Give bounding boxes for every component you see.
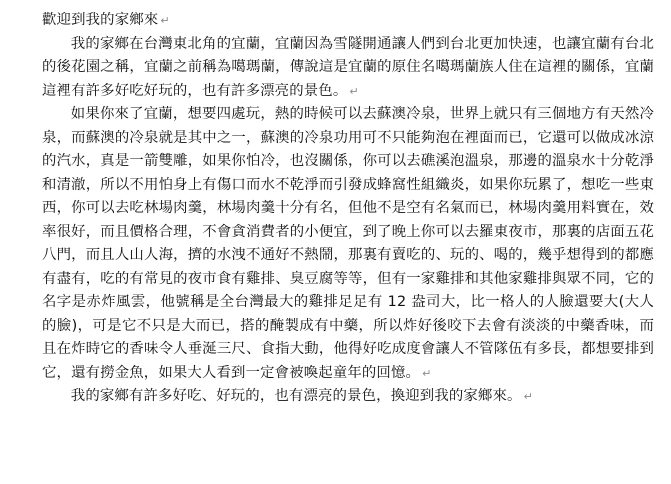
paragraph-mark-icon: ↵ <box>349 84 359 98</box>
paragraph-text: 我的家鄉在台灣東北角的宜蘭，宜蘭因為雪隧開通讓人們到台北更加快速，也讓宜蘭有台北的後花園之稱，宜蘭之前稱為噶瑪蘭，傳說這是宜蘭的原住名噶瑪蘭族人住在這裡的關係，宜蘭這裡有許多好吃好玩的，也有許多漂亮的景色。 <box>42 35 654 99</box>
paragraph-text: 我的家鄉有許多好吃、好玩的，也有漂亮的景色，換迎到我的家鄉來。 <box>70 388 522 404</box>
paragraph-mark-icon: ↵ <box>160 14 170 27</box>
paragraph-body <box>42 103 654 385</box>
paragraph-closing <box>42 385 654 409</box>
paragraph-text: 如果你來了宜蘭，想要四處玩，熱的時候可以去蘇澳冷泉，世界上就只有三個地方有天然冷泉，而蘇澳的冷泉就是其中之一，蘇澳的冷泉功用可不只能夠泡在裡面而已，它還可以做成冰涼的汽水，真是一箭雙雕，如果你怕冷，也沒關係，你可以去礁溪泡溫泉，那邊的溫泉水十分乾淨和清澈，所以不用怕身上有傷口而水不乾淨而引發成蜂窩性組織炎，如果你玩累了，想吃一些東西，你可以去吃林場肉羹，林場肉羹十分有名，但他不是空有名氣而已，林場肉羹用料實在，效率很好，而且價格合理，不會貪消費者的小便宜，到了晚上你可以去羅東夜市，那裏的店面五花八門，而且人山人海，擠的水洩不通好不熱鬧，那裏有賣吃的、玩的、喝的，幾乎想得到的都應有盡有，吃的有常見的夜市食有雞排、臭豆腐等等，但有一家雞排和其他家雞排與眾不同，它的名字是赤炸風雲，他號稱是全台灣最大的雞排足足有 12 盎司大，比一格人的人臉還要大(大人的臉)，可是它不只是大而已，搭的醃製成有中藥，所以炸好後咬下去會有淡淡的中藥香味，而且在炸時它的香味令人垂涎三尺、食指大動，他得好吃成度會讓人不管隊伍有多長，都想要排到它，還有撈金魚，如果大人看到一定會被喚起童年的回憶。 <box>42 106 654 381</box>
title-text: 歡迎到我的家鄉來 <box>42 12 159 28</box>
paragraph-mark-icon: ↵ <box>422 366 432 380</box>
document-page <box>42 9 654 409</box>
paragraph-intro <box>42 33 654 104</box>
document-title <box>42 9 654 33</box>
paragraph-mark-icon: ↵ <box>523 390 533 403</box>
